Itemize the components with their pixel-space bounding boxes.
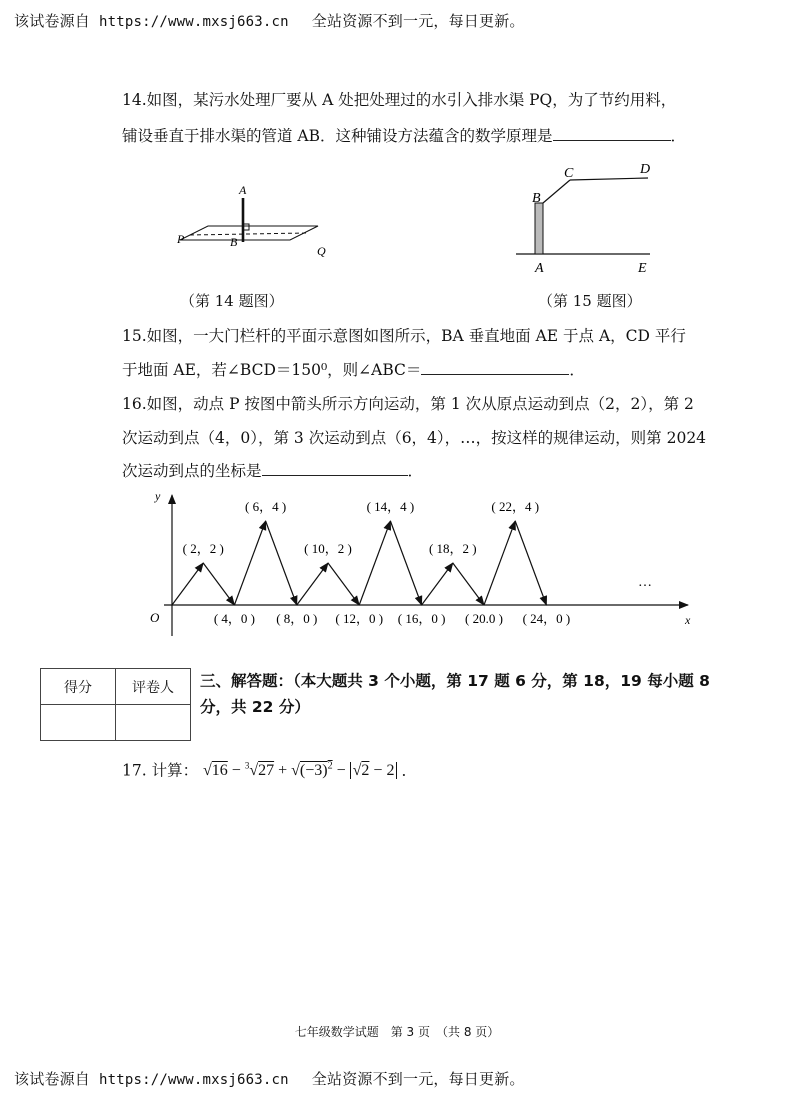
point-label: ( 24，0 ) xyxy=(522,611,571,626)
path-segment xyxy=(390,521,421,605)
x-axis-label: x xyxy=(685,613,691,627)
page-footer: 七年级数学试题 第 3 页 （共 8 页） xyxy=(294,1025,500,1039)
label-q: Q xyxy=(317,244,326,258)
score-header: 得分 xyxy=(41,669,116,705)
q16-line3-text: 次运动到点的坐标是 xyxy=(122,462,262,480)
bottom-banner xyxy=(14,1068,525,1089)
banner-url[interactable]: https://www.mxsj663.cn xyxy=(98,14,289,30)
grader-cell[interactable] xyxy=(116,705,191,741)
section3-heading xyxy=(200,668,710,720)
label-e15: E xyxy=(638,261,647,276)
q16-line3-end: ． xyxy=(407,462,424,480)
point-label: ( 10，2 ) xyxy=(304,541,352,556)
label-c15: C xyxy=(564,166,574,181)
point-label: ( 4，0 ) xyxy=(213,611,255,626)
q14-line2-text: 铺设垂直于排水渠的管道 AB．这种铺设方法蕴含的数学原理是 xyxy=(122,127,553,145)
q17-prefix: 17. 计算： xyxy=(122,761,199,780)
label-a: A xyxy=(239,183,247,197)
section3-line2: 分，共 22 分） xyxy=(200,698,310,716)
label-a15: A xyxy=(535,261,544,276)
path-segment xyxy=(266,521,297,605)
point-label: ( 16，0 ) xyxy=(397,611,446,626)
score-cell[interactable] xyxy=(41,705,116,741)
point-label: ( 6，4 ) xyxy=(245,499,287,514)
path-segment xyxy=(484,521,515,605)
label-b: B xyxy=(230,235,238,249)
q15-line2-text: 于地面 AE，若∠BCD＝150⁰，则∠ABC＝ xyxy=(122,361,422,379)
path-segment xyxy=(515,521,546,605)
label-p: P xyxy=(177,232,185,246)
path-segment xyxy=(172,563,203,605)
path-segment xyxy=(297,563,328,605)
origin-label: O xyxy=(150,610,160,625)
continuation-dots: … xyxy=(638,575,652,590)
path-segment xyxy=(359,521,390,605)
banner-site-label: 该试卷源自 xyxy=(14,12,91,30)
score-table xyxy=(40,668,191,741)
q15-line1: 15.如图，一大门栏杆的平面示意图如图所示，BA 垂直地面 AE 于点 A，CD 平行 xyxy=(122,327,686,345)
q14-caption: （第 14 题图） xyxy=(180,292,284,310)
chart-point-labels xyxy=(183,499,571,627)
path-segment xyxy=(422,563,453,605)
banner-slogan: 全站资源不到一元，每日更新。 xyxy=(311,12,525,30)
point-label: ( 12，0 ) xyxy=(335,611,384,626)
point-label: ( 18，2 ) xyxy=(428,541,477,556)
label-d15: D xyxy=(640,162,651,177)
banner-site-label-bottom: 该试卷源自 xyxy=(14,1070,91,1088)
point-label: ( 20.0 ) xyxy=(465,611,503,626)
q17-end: ． xyxy=(401,761,417,780)
point-label: ( 2，2 ) xyxy=(182,541,224,556)
chart-path xyxy=(172,521,546,605)
y-axis-label: y xyxy=(155,489,161,503)
point-label: ( 22，4 ) xyxy=(491,499,540,514)
path-segment xyxy=(328,563,359,605)
path-segment xyxy=(453,563,484,605)
grader-header: 评卷人 xyxy=(116,669,191,705)
q16-line1: 16.如图，动点 P 按图中箭头所示方向运动，第 1 次从原点运动到点（2，2），第 2 xyxy=(122,395,694,413)
section3-line1: 三、解答题：（本大题共 3 个小题，第 17 题 6 分，第 18，19 每小题 8 xyxy=(200,672,710,690)
q15-caption: （第 15 题图） xyxy=(538,292,642,310)
q17-line xyxy=(122,756,417,781)
q14-line2-end: ． xyxy=(670,127,687,145)
path-segment xyxy=(203,563,234,605)
q14-line1: 14.如图，某污水处理厂要从 A 处把处理过的水引入排水渠 PQ，为了节约用料， xyxy=(122,91,677,109)
point-label: ( 14，4 ) xyxy=(366,499,415,514)
banner-slogan-bottom: 全站资源不到一元，每日更新。 xyxy=(311,1070,525,1088)
q15-line2-end: ． xyxy=(569,361,585,379)
label-b15: B xyxy=(532,191,541,206)
q16-line2: 次运动到点（4，0），第 3 次运动到点（6，4），…，按这样的规律运动，则第 2024 xyxy=(122,429,707,447)
q17-expression: $√16 - ^3√27 + √(-3)^2 - √2 - 2$ xyxy=(203,762,401,779)
banner-url-bottom[interactable]: https://www.mxsj663.cn xyxy=(98,1072,289,1088)
path-segment xyxy=(234,521,265,605)
point-label: ( 8，0 ) xyxy=(276,611,318,626)
